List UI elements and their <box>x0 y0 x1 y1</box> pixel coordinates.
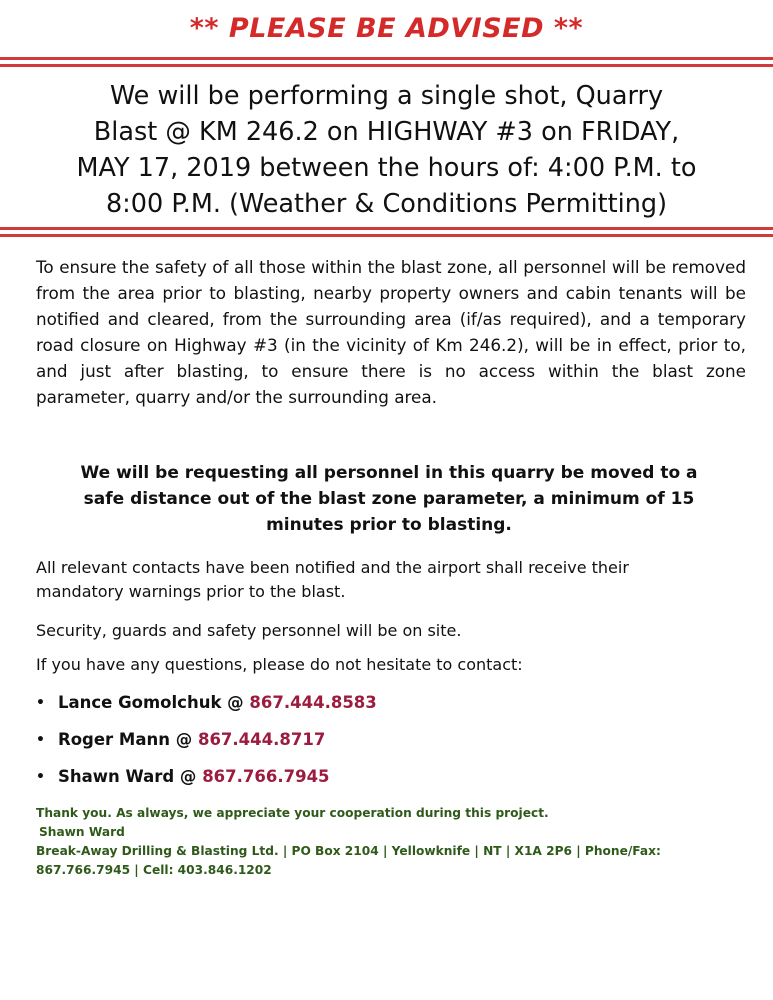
headline-line: Blast @ KM 246.2 on HIGHWAY #3 on FRIDAY, <box>93 117 680 147</box>
contact-entry <box>58 764 330 790</box>
contact-list <box>36 690 736 801</box>
questions-line: If you have any questions, please do not hesitate to contact: <box>36 655 523 674</box>
contacts-notified-paragraph <box>36 556 746 604</box>
contact-entry <box>58 727 325 753</box>
contacts-notified-line: All relevant contacts have been notified and the airport shall receive their <box>36 558 629 577</box>
bottom-rule-upper <box>0 227 773 230</box>
list-item <box>36 764 736 801</box>
blast-announcement <box>20 78 753 222</box>
contacts-notified-line: mandatory warnings prior to the blast. <box>36 582 346 601</box>
bullet-icon: • <box>36 769 45 785</box>
contact-phone-link[interactable]: 867.444.8717 <box>197 730 326 749</box>
bottom-rule-lower <box>0 234 773 237</box>
headline-line: MAY 17, 2019 between the hours of: 4:00 P.M. to <box>76 153 697 183</box>
contact-name: Shawn Ward @ <box>58 767 203 786</box>
bullet-icon: • <box>36 695 45 711</box>
thanks-line: Thank you. As always, we appreciate your cooperation during this project. <box>36 806 549 820</box>
personnel-request <box>36 460 742 538</box>
company-line: Break-Away Drilling & Blasting Ltd. | PO Box 2104 | Yellowknife | NT | X1A 2P6 | Phone/Fax: <box>36 844 661 858</box>
request-line: We will be requesting all personnel in this quarry be moved to a <box>80 463 698 483</box>
signature-block <box>36 804 751 880</box>
contact-name: Lance Gomolchuk @ <box>58 693 250 712</box>
headline-line: 8:00 P.M. (Weather & Conditions Permitting) <box>105 189 668 219</box>
contact-entry <box>58 690 377 716</box>
signer-name: Shawn Ward <box>39 825 125 839</box>
safety-paragraph: To ensure the safety of all those within the blast zone, all personnel will be removed from the area prior to blasting, nearby property owners and cabin tenants will be notified and cleared, from the surrounding area (if/as required), and a temporary road closure on Highway #3 (in the vicinity of Km 246.2), will be in effect, prior to, and just after blasting, to ensure there is no access within the blast zone parameter, quarry and/or the surrounding area. <box>36 257 746 407</box>
top-rule-upper <box>0 57 773 60</box>
bullet-icon: • <box>36 732 45 748</box>
top-rule-lower <box>0 64 773 67</box>
contact-phone-link[interactable]: 867.444.8583 <box>249 693 377 712</box>
company-phone-line: 867.766.7945 | Cell: 403.846.1202 <box>36 863 272 877</box>
headline-line: We will be performing a single shot, Quarry <box>109 81 664 111</box>
advisory-heading: ** PLEASE BE ADVISED ** <box>189 13 584 44</box>
request-line: safe distance out of the blast zone parameter, a minimum of 15 <box>83 489 695 509</box>
contact-name: Roger Mann @ <box>58 730 198 749</box>
security-line: Security, guards and safety personnel will be on site. <box>36 621 462 640</box>
contact-phone-link[interactable]: 867.766.7945 <box>202 767 330 786</box>
list-item <box>36 727 736 764</box>
request-line: minutes prior to blasting. <box>266 515 512 535</box>
list-item <box>36 690 736 727</box>
